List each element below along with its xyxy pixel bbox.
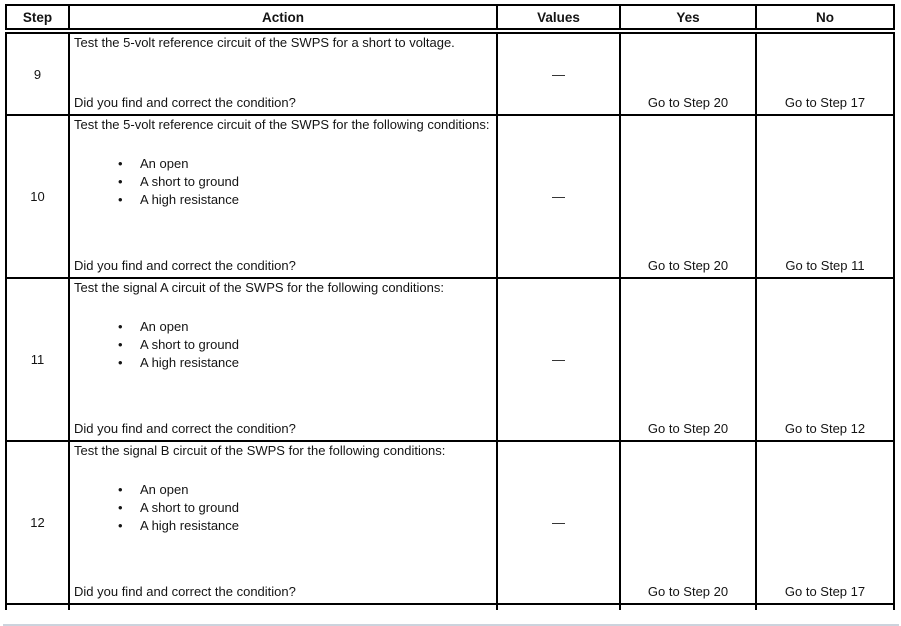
table-body-overflow xyxy=(6,604,894,610)
question-text: Did you find and correct the condition? xyxy=(74,421,296,436)
values-cell xyxy=(497,604,620,610)
condition-item: • A high resistance xyxy=(118,354,490,372)
action-intro: Test the 5-volt reference circuit of the SWPS for the following conditions: xyxy=(74,117,490,132)
yes-cell xyxy=(620,115,756,278)
values-dash: — xyxy=(552,352,565,367)
action-cell xyxy=(69,278,497,441)
step-cell xyxy=(6,115,69,278)
step-number: 9 xyxy=(33,66,42,82)
step-cell xyxy=(6,441,69,604)
table-header xyxy=(6,5,894,31)
table-body xyxy=(6,31,894,604)
question-text: Did you find and correct the condition? xyxy=(74,95,296,110)
step-cell xyxy=(6,278,69,441)
yes-cell xyxy=(620,278,756,441)
action-intro: Test the signal A circuit of the SWPS for the following conditions: xyxy=(74,280,444,295)
condition-item: • A short to ground xyxy=(118,336,490,354)
question-text: Did you find and correct the condition? xyxy=(74,258,296,273)
table-row xyxy=(6,278,894,441)
action-cell xyxy=(69,604,497,610)
question-text: Did you find and correct the condition? xyxy=(74,584,296,599)
condition-item: • A high resistance xyxy=(118,517,490,535)
values-cell xyxy=(497,31,620,115)
table-row xyxy=(6,441,894,604)
step-number: 11 xyxy=(30,352,45,367)
condition-list xyxy=(74,318,490,372)
values-cell xyxy=(497,115,620,278)
condition-list xyxy=(74,481,490,535)
values-cell xyxy=(497,278,620,441)
yes-cell xyxy=(620,31,756,115)
diagnostic-table xyxy=(5,4,895,610)
action-cell xyxy=(69,441,497,604)
action-cell xyxy=(69,31,497,115)
action-intro: Test the 5-volt reference circuit of the SWPS for a short to voltage. xyxy=(74,35,455,50)
table-row xyxy=(6,115,894,278)
column-header-action: Action xyxy=(69,5,497,31)
condition-item: • A short to ground xyxy=(118,173,490,191)
no-cell xyxy=(756,115,894,278)
values-dash: — xyxy=(552,515,565,530)
table-row xyxy=(6,31,894,115)
no-cell xyxy=(756,604,894,610)
no-cell xyxy=(756,441,894,604)
column-header-yes: Yes xyxy=(620,5,756,31)
condition-item: • An open xyxy=(118,155,490,173)
yes-goto-text: Go to Step 20 xyxy=(647,584,729,599)
condition-item: • An open xyxy=(118,318,490,336)
condition-item: • A short to ground xyxy=(118,499,490,517)
step-number: 12 xyxy=(30,515,45,530)
column-header-no: No xyxy=(756,5,894,31)
step-cell xyxy=(6,604,69,610)
column-header-step: Step xyxy=(6,5,69,31)
condition-list xyxy=(74,155,490,209)
yes-cell xyxy=(620,604,756,610)
values-dash: — xyxy=(552,189,565,204)
step-number: 10 xyxy=(30,189,45,204)
partial-next-row xyxy=(6,604,894,610)
no-goto-text: Go to Step 17 xyxy=(784,95,866,110)
yes-cell xyxy=(620,441,756,604)
no-cell xyxy=(756,278,894,441)
step-cell xyxy=(6,31,69,115)
yes-goto-text: Go to Step 20 xyxy=(647,421,729,436)
yes-goto-text: Go to Step 20 xyxy=(647,258,729,273)
action-cell xyxy=(69,115,497,278)
column-header-values: Values xyxy=(497,5,620,31)
condition-item: • A high resistance xyxy=(118,191,490,209)
values-dash: — xyxy=(552,66,565,82)
no-goto-text: Go to Step 11 xyxy=(785,258,865,273)
no-goto-text: Go to Step 12 xyxy=(784,421,866,436)
no-cell xyxy=(756,31,894,115)
yes-goto-text: Go to Step 20 xyxy=(647,95,729,110)
values-cell xyxy=(497,441,620,604)
action-intro: Test the signal B circuit of the SWPS for the following conditions: xyxy=(74,443,446,458)
header-row xyxy=(6,5,894,31)
condition-item: • An open xyxy=(118,481,490,499)
no-goto-text: Go to Step 17 xyxy=(784,584,866,599)
